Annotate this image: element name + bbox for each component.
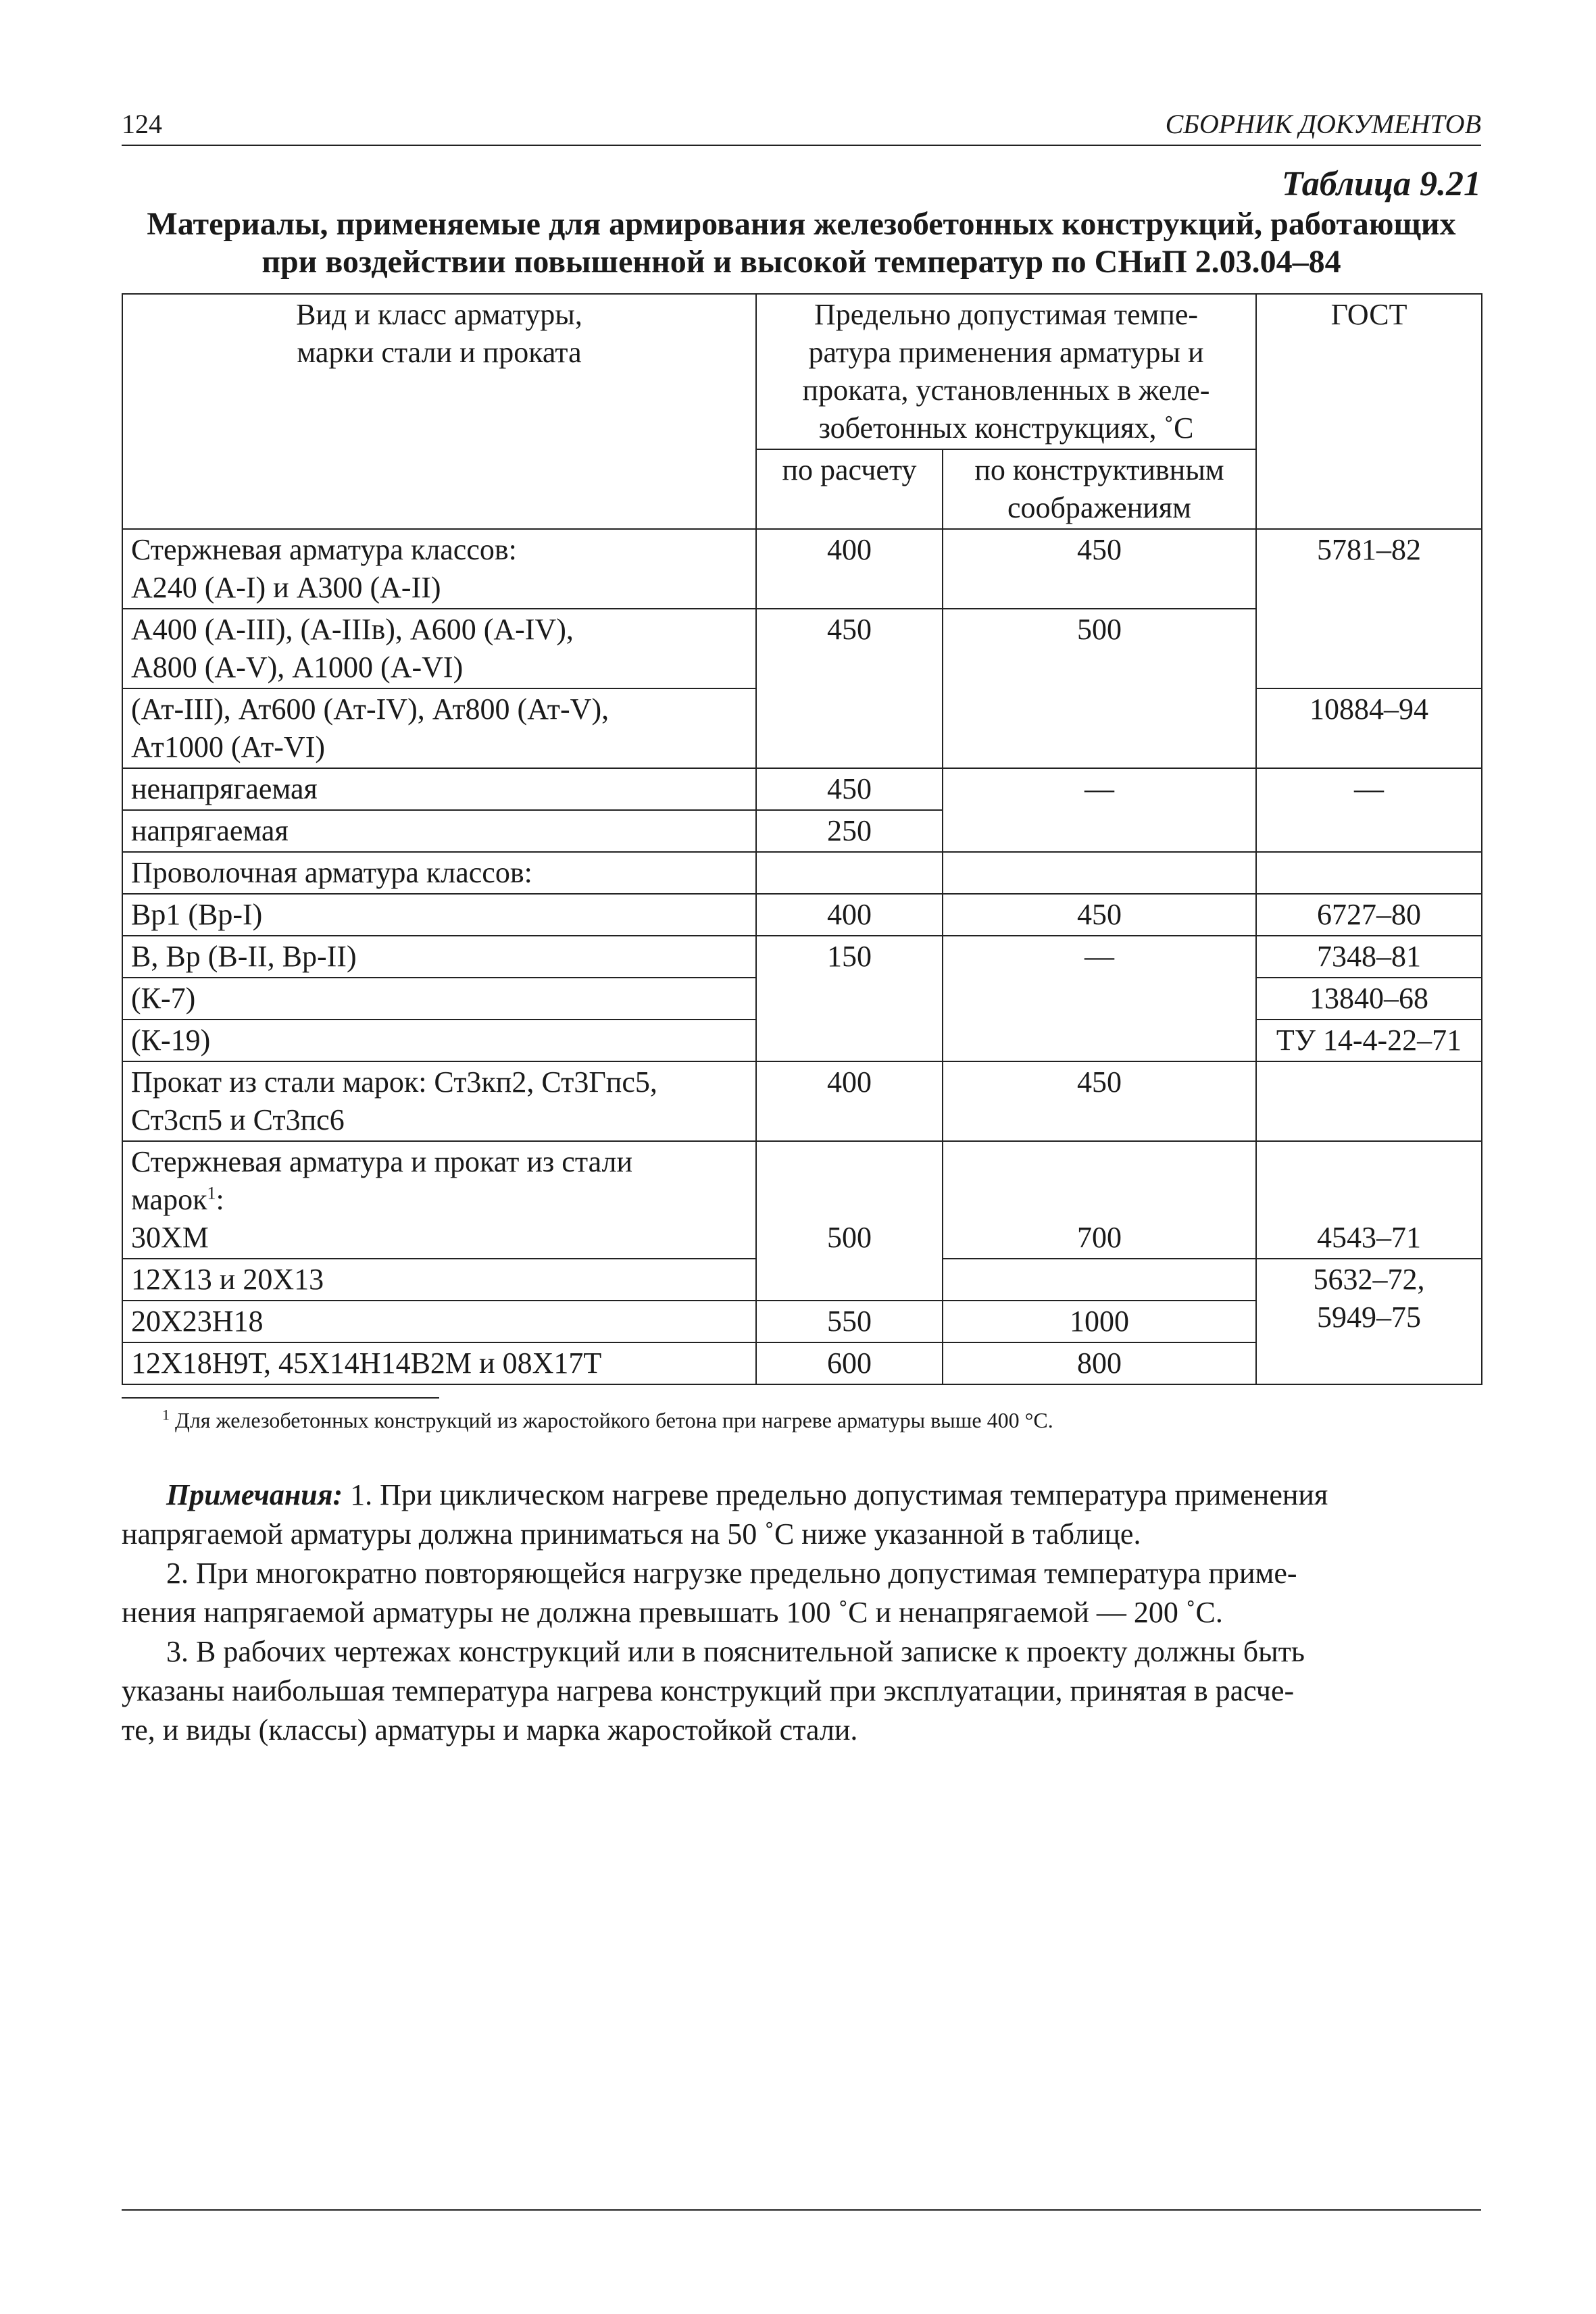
calc-temp-cell: 500 xyxy=(756,1141,943,1301)
footnote-divider xyxy=(122,1397,439,1399)
header-cell-calc: по расчету xyxy=(756,449,943,529)
gost-cell: 6727–80 xyxy=(1256,894,1482,936)
constr-temp-cell xyxy=(943,852,1256,894)
gost-cell: 4543–71 xyxy=(1256,1141,1482,1259)
header-text: зобетонных конструкциях, ˚С xyxy=(818,411,1194,445)
header-cell-type xyxy=(122,294,756,529)
header-text: Предельно допустимая темпе- xyxy=(814,298,1199,331)
material-cell: (К-19) xyxy=(122,1020,756,1061)
material-cell xyxy=(122,1061,756,1141)
cell-text: А240 (A-I) и А300 (А-II) xyxy=(131,571,441,604)
constr-temp-cell: 800 xyxy=(943,1342,1256,1384)
note-paragraph xyxy=(122,1476,1481,1515)
gost-cell: 10884–94 xyxy=(1256,688,1482,768)
table-row xyxy=(122,894,1482,936)
gost-cell xyxy=(1256,1259,1482,1384)
gost-cell xyxy=(1256,852,1482,894)
cell-text: (Ат-III), Ат600 (Ат-IV), Ат800 (Ат-V), xyxy=(131,693,609,726)
constr-temp-cell xyxy=(943,1259,1256,1301)
material-cell: 12Х13 и 20Х13 xyxy=(122,1259,756,1301)
notes-label: Примечания: xyxy=(166,1478,343,1511)
calc-temp-cell: 600 xyxy=(756,1342,943,1384)
materials-table xyxy=(122,293,1482,1385)
cell-text: 5949–75 xyxy=(1317,1301,1422,1334)
table-row xyxy=(122,1141,1482,1259)
note-text: 1. При циклическом нагреве предельно допустимая температура применения xyxy=(343,1478,1328,1511)
cell-text: Стержневая арматура классов: xyxy=(131,533,517,566)
gost-cell: — xyxy=(1256,768,1482,852)
cell-text: : xyxy=(216,1183,224,1216)
material-cell: ненапрягаемая xyxy=(122,768,756,810)
cell-text xyxy=(131,1181,747,1219)
material-cell: 12Х18Н9Т, 45Х14Н14В2М и 08Х17Т xyxy=(122,1342,756,1384)
running-title: СБОРНИК ДОКУМЕНТОВ xyxy=(1165,109,1481,139)
gost-cell: ТУ 14-4-22–71 xyxy=(1256,1020,1482,1061)
calc-temp-cell: 450 xyxy=(756,609,943,768)
constr-temp-cell: 1000 xyxy=(943,1301,1256,1342)
material-cell xyxy=(122,1141,756,1259)
table-row xyxy=(122,768,1482,810)
cell-text: Стержневая арматура и прокат из стали xyxy=(131,1145,633,1178)
gost-cell: 7348–81 xyxy=(1256,936,1482,978)
material-cell: Вр1 (Вр-I) xyxy=(122,894,756,936)
header-cell-constr xyxy=(943,449,1256,529)
material-cell xyxy=(122,609,756,688)
footnote xyxy=(162,1405,1053,1435)
table-number: Таблица 9.21 xyxy=(1281,165,1481,203)
header-cell-gost: ГОСТ xyxy=(1256,294,1482,529)
calc-temp-cell xyxy=(756,852,943,894)
table-title xyxy=(122,205,1481,281)
header-cell-temperature xyxy=(756,294,1256,449)
material-cell: напрягаемая xyxy=(122,810,756,852)
constr-temp-cell: 450 xyxy=(943,529,1256,609)
table-row xyxy=(122,852,1482,894)
material-cell: (К-7) xyxy=(122,978,756,1020)
header-text: марки стали и проката xyxy=(297,336,582,369)
material-cell xyxy=(122,688,756,768)
table-row xyxy=(122,529,1482,609)
gost-cell xyxy=(1256,1061,1482,1141)
header-text: Вид и класс арматуры, xyxy=(296,298,582,331)
header-text: по конструктивным xyxy=(974,453,1224,486)
table-title-line: Материалы, применяемые для армирования железобетонных конструкций, работающих xyxy=(147,206,1456,242)
cell-text: Ст3сп5 и Ст3пс6 xyxy=(131,1103,345,1136)
constr-temp-cell: — xyxy=(943,936,1256,1061)
note-paragraph: указаны наибольшая температура нагрева конструкций при эксплуатации, принятая в расче- xyxy=(122,1674,1295,1707)
header-text: соображениям xyxy=(1007,491,1191,524)
page-number: 124 xyxy=(122,109,162,139)
table-row xyxy=(122,1061,1482,1141)
cell-text: 30ХМ xyxy=(131,1221,209,1254)
calc-temp-cell: 400 xyxy=(756,894,943,936)
notes-section xyxy=(122,1476,1481,1750)
calc-temp-cell: 400 xyxy=(756,529,943,609)
note-paragraph: 3. В рабочих чертежах конструкций или в пояснительной записке к проекту должны быть xyxy=(166,1635,1305,1668)
calc-temp-cell: 150 xyxy=(756,936,943,1061)
note-paragraph: 2. При многократно повторяющейся нагрузке предельно допустимая температура приме- xyxy=(166,1557,1297,1590)
calc-temp-cell: 250 xyxy=(756,810,943,852)
calc-temp-cell: 450 xyxy=(756,768,943,810)
material-cell: 20Х23Н18 xyxy=(122,1301,756,1342)
constr-temp-cell: 450 xyxy=(943,1061,1256,1141)
cell-text: марок xyxy=(131,1183,207,1216)
constr-temp-cell: 700 xyxy=(943,1141,1256,1259)
header-text: проката, установленных в желе- xyxy=(802,374,1210,407)
calc-temp-cell: 400 xyxy=(756,1061,943,1141)
cell-text: Ат1000 (Ат-VI) xyxy=(131,730,326,763)
calc-temp-cell: 550 xyxy=(756,1301,943,1342)
note-paragraph: те, и виды (классы) арматуры и марка жаростойкой стали. xyxy=(122,1713,858,1746)
constr-temp-cell: — xyxy=(943,768,1256,852)
constr-temp-cell: 500 xyxy=(943,609,1256,768)
bottom-divider xyxy=(122,2209,1481,2211)
running-header xyxy=(122,107,1481,146)
cell-text: 5632–72, xyxy=(1313,1263,1425,1296)
note-paragraph: нения напрягаемой арматуры не должна превышать 100 ˚С и ненапрягаемой — 200 ˚С. xyxy=(122,1596,1223,1629)
gost-cell: 5781–82 xyxy=(1256,529,1482,688)
footnote-mark: 1 xyxy=(207,1183,216,1203)
note-paragraph: напрягаемой арматуры должна приниматься на 50 ˚С ниже указанной в таблице. xyxy=(122,1517,1141,1551)
header-text: ратура применения арматуры и xyxy=(808,336,1204,369)
material-cell: В, Вр (В-II, Вр-II) xyxy=(122,936,756,978)
cell-text: А800 (A-V), A1000 (A-VI) xyxy=(131,651,464,684)
material-cell xyxy=(122,529,756,609)
cell-text: Прокат из стали марок: Ст3кп2, Ст3Гпс5, xyxy=(131,1065,657,1099)
table-title-line: при воздействии повышенной и высокой температур по СНиП 2.03.04–84 xyxy=(261,244,1341,280)
table-header-row xyxy=(122,294,1482,449)
gost-cell: 13840–68 xyxy=(1256,978,1482,1020)
footnote-text: Для железобетонных конструкций из жаростойкого бетона при нагреве арматуры выше 400 °С. xyxy=(170,1408,1053,1432)
footnote-mark: 1 xyxy=(162,1406,170,1424)
table-row xyxy=(122,936,1482,978)
cell-text: А400 (А-III), (А-IIIв), А600 (A-IV), xyxy=(131,613,574,646)
constr-temp-cell: 450 xyxy=(943,894,1256,936)
material-cell: Проволочная арматура классов: xyxy=(122,852,756,894)
